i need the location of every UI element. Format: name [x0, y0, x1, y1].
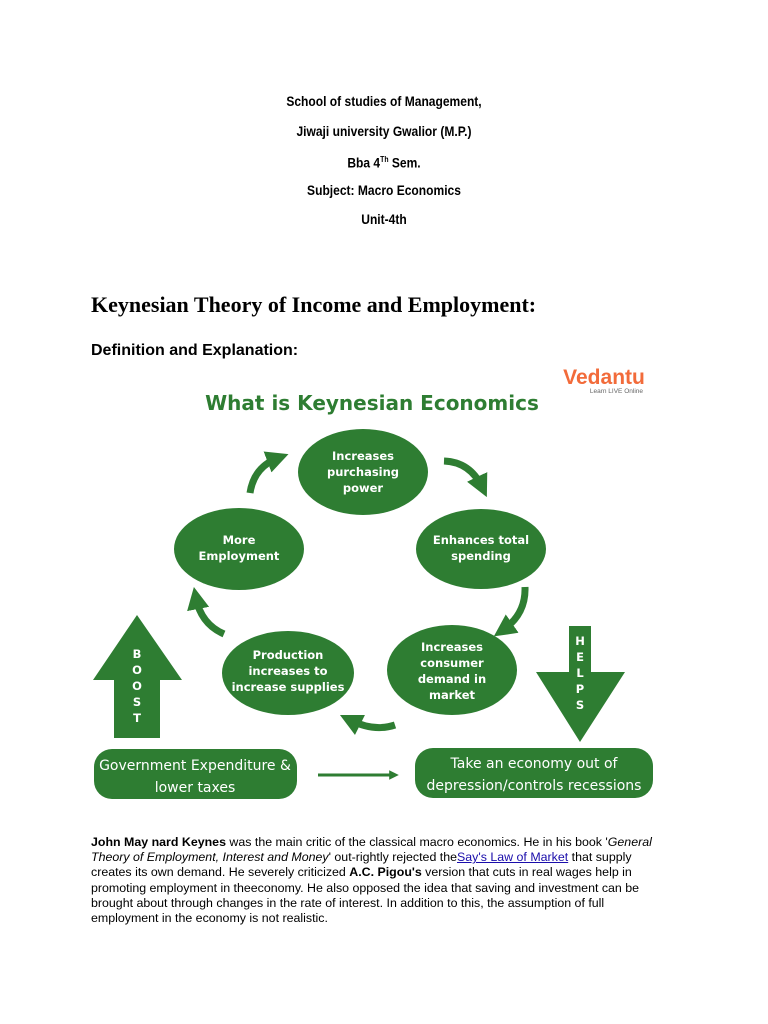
cycle-node-production: [222, 631, 354, 715]
arrow-letter: P: [575, 682, 585, 696]
vedantu-tagline: Learn LIVE Online: [589, 388, 643, 395]
arrow-letter: B: [132, 647, 142, 661]
diagram-svg: [88, 362, 684, 804]
arrow-letter: O: [132, 679, 142, 693]
body-paragraph: John May nard Keynes was the main critic of the classical macro economics. He in his book 'General Theory of Employment, Interest and Money' out-rightly rejected theSay's Law of Market that supply creates its own demand. He severely criticized A.C. Pigou's version that cuts in real wages help in promoting employment in theeconomy. He also opposed the idea that saving and investment can be brought about through changes in the rate of interest. In addition to this, the assumption of full employment in the economy is not realistic.: [91, 835, 652, 926]
keynes-name: John May nard Keynes: [91, 835, 226, 849]
arrow-letter: S: [575, 698, 585, 712]
diagram-text-line: depression/controls recessions: [426, 778, 642, 794]
university-name: Jiwaji university Gwalior (M.P.): [296, 122, 472, 139]
diagram-text-line: Government Expenditure &: [99, 758, 291, 774]
cycle-arrow-2: [503, 587, 525, 630]
cycle-arrow-5: [250, 458, 278, 493]
diagram-text-line: increases to: [248, 664, 328, 678]
unit-line: Unit-4th: [361, 211, 407, 227]
diagram-text-line: Increases: [331, 449, 395, 463]
says-law-link[interactable]: Say's Law of Market: [457, 850, 569, 865]
cycle-node-spending: [416, 509, 546, 589]
arrow-letter: T: [133, 711, 141, 725]
pigou-name: A.C. Pigou's: [349, 865, 422, 880]
section-subtitle: Definition and Explanation:: [91, 342, 299, 359]
diagram-text-line: Employment: [198, 549, 280, 563]
page-title: Keynesian Theory of Income and Employment:: [91, 292, 537, 317]
document-header: [54, 88, 714, 236]
cycle-node-demand: [387, 625, 517, 715]
keynesian-cycle-diagram: [88, 362, 684, 804]
cycle-node-purchasing: [298, 429, 428, 515]
diagram-text-line: increase supplies: [231, 680, 345, 694]
diagram-text-line: Take an economy out of: [450, 756, 618, 772]
diagram-text-line: spending: [451, 549, 511, 563]
diagram-text-line: power: [342, 481, 384, 495]
diagram-text-line: demand in: [417, 672, 487, 686]
school-name: School of studies of Management,: [286, 93, 482, 109]
cycle-node-employment: [174, 508, 304, 590]
diagram-text-line: consumer: [420, 656, 484, 670]
economy-outcome-box: [415, 748, 653, 798]
boost-arrow: [93, 615, 182, 738]
diagram-text-line: More: [222, 533, 256, 547]
diagram-text-line: Increases: [420, 640, 484, 654]
course-semester: Bba 4Th Sem.: [347, 154, 421, 171]
cycle-arrow-3: [350, 720, 395, 728]
subject-line: Subject: Macro Economics: [307, 181, 461, 198]
cycle-arrow-4: [196, 598, 224, 634]
diagram-text-line: market: [428, 688, 476, 702]
diagram-heading: What is Keynesian Economics: [205, 391, 539, 415]
diagram-text-line: lower taxes: [154, 780, 236, 796]
government-expenditure-box: [94, 749, 297, 799]
arrow-letter: L: [576, 666, 584, 680]
diagram-text-line: purchasing: [326, 465, 400, 479]
arrow-letter: S: [132, 695, 142, 709]
helps-arrow: [536, 626, 625, 742]
arrow-letter: E: [576, 650, 584, 664]
arrow-letter: O: [132, 663, 142, 677]
vedantu-logo: Vedantu: [563, 366, 645, 389]
arrow-letter: H: [575, 634, 585, 648]
book-title: General Theory of Employment, Interest and Money: [91, 835, 652, 865]
cycle-arrow-1: [444, 461, 482, 487]
diagram-text-line: Production: [252, 648, 324, 662]
diagram-text-line: Enhances total: [432, 533, 530, 547]
